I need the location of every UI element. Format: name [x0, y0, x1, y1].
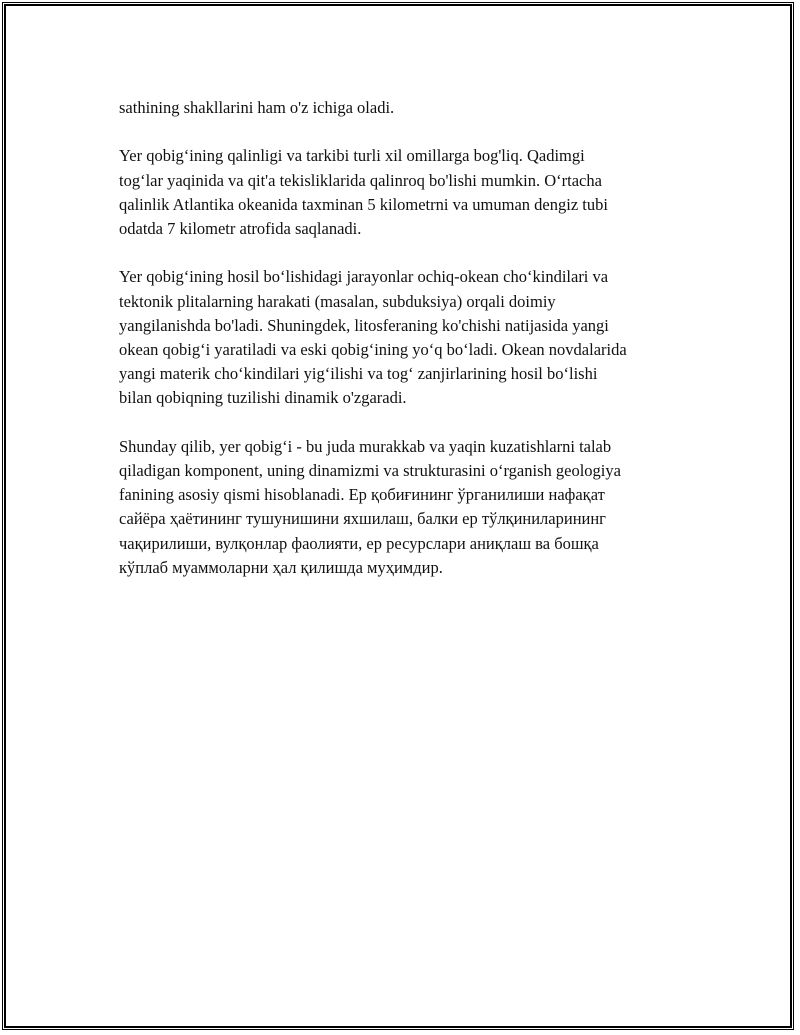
paragraph-2: Yer qobig‘ining qalinligi va tarkibi turli xil omillarga bog'liq. Qadimgi tog‘lar yaqinida va qit'a tekisliklarida qalinroq bo'lishi mumkin. O‘rtacha qalinlik Atlantika okeanida taxminan 5 kilometrni va umuman dengiz tubi odatda 7 kilometr atrofida saqlanadi. — [119, 146, 608, 238]
document-body — [119, 96, 709, 604]
paragraph-4: Shunday qilib, yer qobig‘i - bu juda murakkab va yaqin kuzatishlarni talab qiladigan komponent, uning dinamizmi va strukturasini o‘rganish geologiya fanining asosiy qismi hisoblanadi. Ер қобиғининг ўрганилиши нафақат сайёра ҳаётининг тушунишини яхшилаш, балки ер тўлқиниларининг чақирилиши, вулқонлар фаолияти, ер ресурслари аниқлаш ва бошқа кўплаб муаммоларни ҳал қилишда муҳимдир. — [119, 436, 621, 577]
paragraph-1: sathining shakllarini ham o'z ichiga oladi. — [119, 98, 395, 117]
document-page — [4, 4, 792, 1028]
paragraph-3: Yer qobig‘ining hosil bo‘lishidagi jarayonlar ochiq-okean cho‘kindilari va tektonik plitalarning harakati (masalan, subduksiya) orqali doimiy yangilanishda bo'ladi. Shuningdek, litosferaning ko'chishi natijasida yangi okean qobig‘i yaratiladi va eski qobig‘ining yo‘q bo‘ladi. Okean novdalarida yangi materik cho‘kindilari yig‘ilishi va tog‘ zanjirlarining hosil bo‘lishi bilan qobiqning tuzilishi dinamik o'zgaradi. — [119, 267, 627, 408]
